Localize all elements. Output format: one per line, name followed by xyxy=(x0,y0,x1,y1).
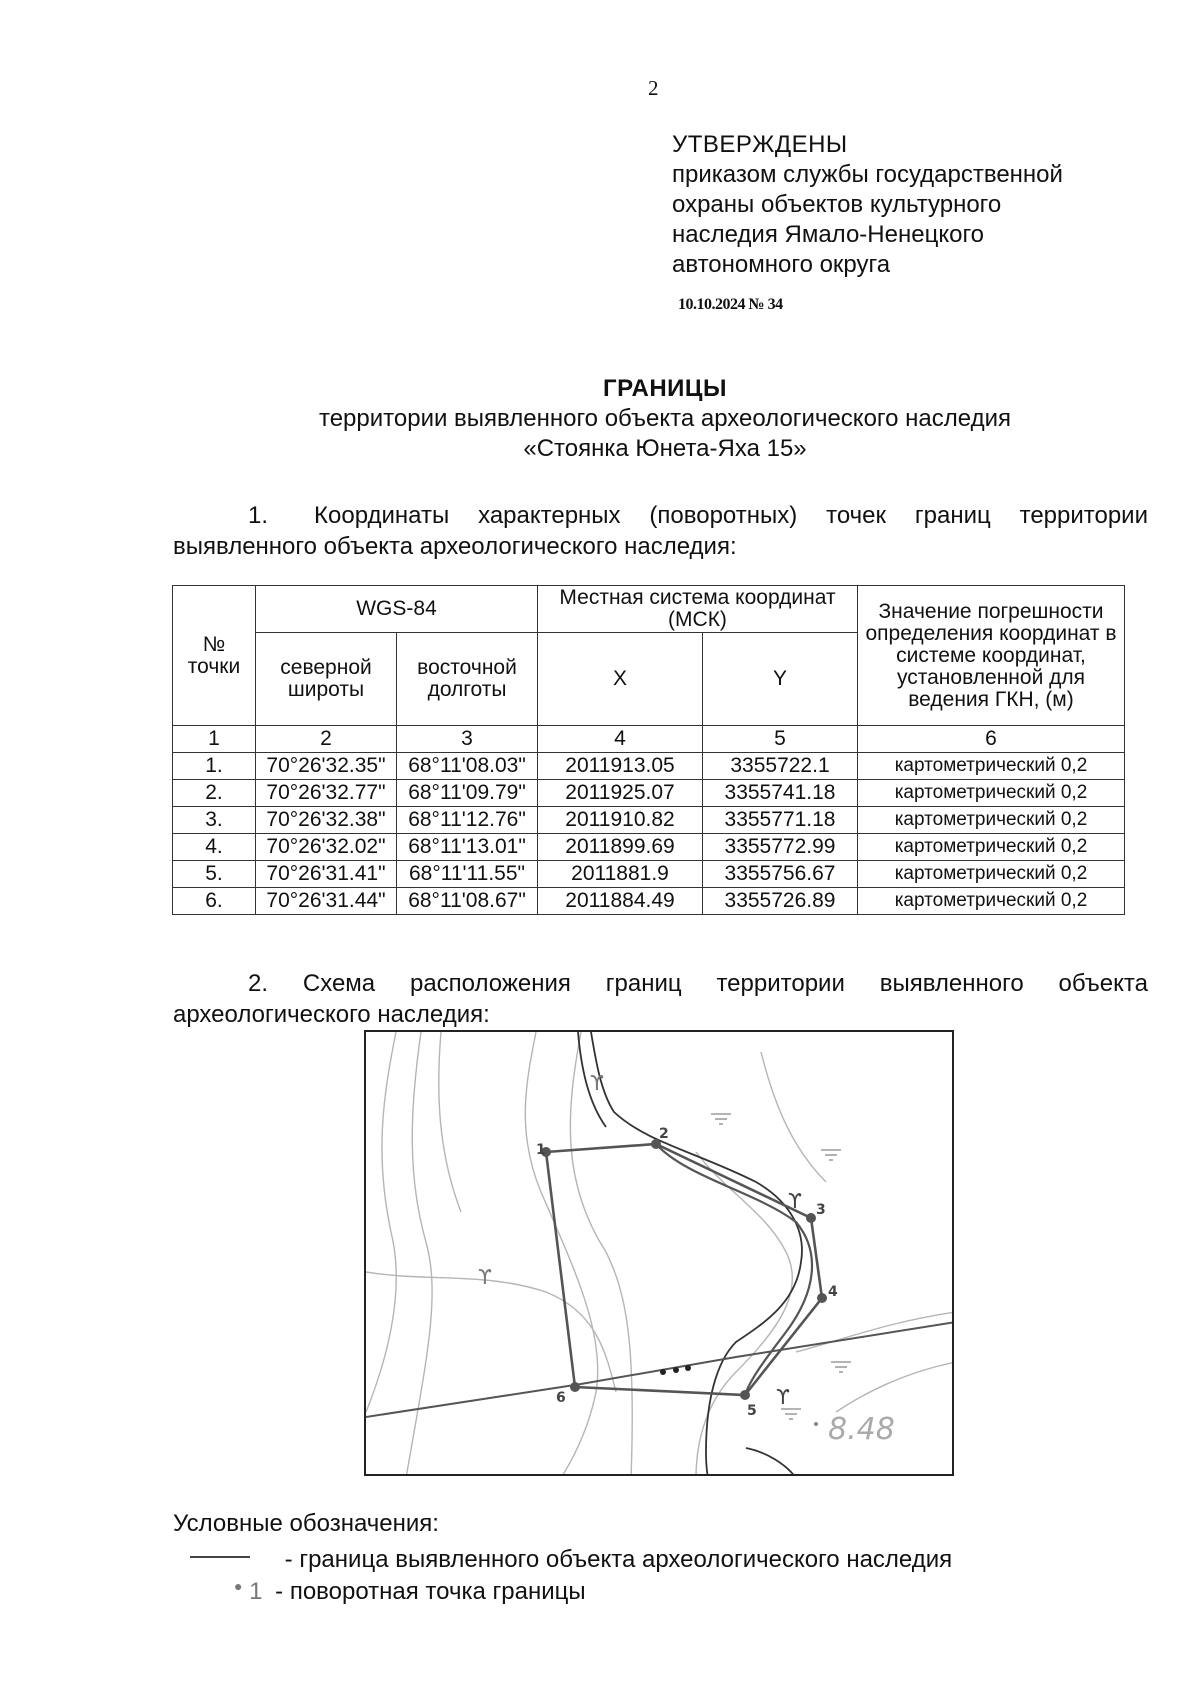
accuracy-cell: картометрический 0,2 xyxy=(858,753,1125,780)
section-2-text: Схема расположения границ территории выявленного объекта археологического наследия: xyxy=(173,970,1148,1028)
longitude-cell: 68°11'11.55" xyxy=(397,861,538,888)
point-number: 4. xyxy=(173,834,256,861)
accuracy-cell: картометрический 0,2 xyxy=(858,861,1125,888)
title-heading: ГРАНИЦЫ xyxy=(603,375,727,402)
column-number: 2 xyxy=(256,726,397,753)
table-row xyxy=(173,861,1125,888)
accuracy-cell: картометрический 0,2 xyxy=(858,780,1125,807)
contour-line xyxy=(761,1052,826,1182)
vegetation-symbol: ϒ xyxy=(590,1071,604,1095)
boundary-line-icon xyxy=(190,1551,250,1571)
approval-block xyxy=(672,130,1063,320)
header-x: X xyxy=(538,633,703,726)
header-y: Y xyxy=(703,633,858,726)
point-number: 1. xyxy=(173,753,256,780)
y-cell: 3355771.18 xyxy=(703,807,858,834)
approval-line: наследия Ямало-Ненецкого xyxy=(672,221,985,248)
marsh-symbol xyxy=(711,1114,731,1124)
road-marker xyxy=(673,1367,679,1373)
vegetation-symbol: ϒ xyxy=(788,1189,802,1213)
x-cell: 2011910.82 xyxy=(538,807,703,834)
contour-line xyxy=(696,1152,792,1476)
turning-point-6 xyxy=(570,1382,580,1392)
contour-line xyxy=(796,1312,954,1352)
road-marker xyxy=(660,1369,666,1375)
page-number: 2 xyxy=(648,76,659,100)
marsh-symbol xyxy=(821,1150,841,1160)
y-cell: 3355722.1 xyxy=(703,753,858,780)
column-number: 4 xyxy=(538,726,703,753)
accuracy-cell: картометрический 0,2 xyxy=(858,807,1125,834)
marsh-symbol xyxy=(781,1409,801,1419)
river-line xyxy=(591,1032,802,1476)
section-2-number: 2. xyxy=(248,970,269,997)
x-cell: 2011899.69 xyxy=(538,834,703,861)
table-row xyxy=(173,834,1125,861)
header-longitude: восточной долготы xyxy=(397,633,538,726)
column-numbers-row xyxy=(173,726,1125,753)
turning-points xyxy=(541,1139,827,1400)
document-title xyxy=(0,374,1200,464)
turning-point-4 xyxy=(817,1293,827,1303)
road-marker xyxy=(685,1365,691,1371)
header-msk: Местная система координат (МСК) xyxy=(538,586,858,633)
column-number: 5 xyxy=(703,726,858,753)
approval-line: приказом службы государственной xyxy=(672,161,1063,188)
title-subtitle: территории выявленного объекта археологического наследия xyxy=(318,405,1011,432)
y-cell: 3355756.67 xyxy=(703,861,858,888)
road-line xyxy=(366,1322,954,1417)
section-1-text: Координаты характерных (поворотных) точек границ территории выявленного объекта археологического наследия: xyxy=(173,502,1148,560)
x-cell: 2011881.9 xyxy=(538,861,703,888)
contour-line xyxy=(366,1272,616,1392)
river-lines xyxy=(578,1032,802,1476)
contour-line xyxy=(836,1362,954,1412)
longitude-cell: 68°11'12.76" xyxy=(397,807,538,834)
longitude-cell: 68°11'08.03" xyxy=(397,753,538,780)
marsh-symbol xyxy=(831,1362,851,1372)
contour-line xyxy=(525,1032,597,1476)
latitude-cell: 70°26'32.35" xyxy=(256,753,397,780)
header-wgs84: WGS-84 xyxy=(256,586,538,633)
marsh-symbols xyxy=(711,1114,851,1419)
turning-point-3 xyxy=(806,1213,816,1223)
legend-point-marker: 1 xyxy=(249,1578,263,1605)
point-label-6: 6 xyxy=(556,1390,566,1406)
longitude-cell: 68°11'13.01" xyxy=(397,834,538,861)
elevation-point xyxy=(814,1422,818,1426)
point-number: 6. xyxy=(173,888,256,915)
latitude-cell: 70°26'32.77" xyxy=(256,780,397,807)
longitude-cell: 68°11'09.79" xyxy=(397,780,538,807)
turning-point-5 xyxy=(740,1390,750,1400)
x-cell: 2011925.07 xyxy=(538,780,703,807)
column-number: 3 xyxy=(397,726,538,753)
latitude-cell: 70°26'32.38" xyxy=(256,807,397,834)
column-number: 1 xyxy=(173,726,256,753)
section-1-number: 1. xyxy=(248,502,269,529)
table-row xyxy=(173,807,1125,834)
accuracy-cell: картометрический 0,2 xyxy=(858,888,1125,915)
point-label-1: 1 xyxy=(536,1142,546,1158)
latitude-cell: 70°26'32.02" xyxy=(256,834,397,861)
point-label-3: 3 xyxy=(816,1202,826,1218)
approval-line: автономного округа xyxy=(672,251,891,278)
legend-point-text: - поворотная точка границы xyxy=(275,1578,586,1605)
header-accuracy: Значение погрешности определения координат в системе координат, установленной для ведения ГКН, (м) xyxy=(858,586,1125,726)
map-drawing xyxy=(366,1032,954,1476)
point-label-5: 5 xyxy=(747,1403,757,1419)
boundary-polygon xyxy=(546,1144,822,1395)
latitude-cell: 70°26'31.41" xyxy=(256,861,397,888)
contour-line xyxy=(570,1032,632,1476)
table-row xyxy=(173,888,1125,915)
header-latitude: северной широты xyxy=(256,633,397,726)
point-label-2: 2 xyxy=(659,1126,669,1142)
river-line xyxy=(746,1448,796,1476)
site-map xyxy=(364,1030,954,1476)
point-marker-icon: ● xyxy=(234,1578,243,1594)
x-cell: 2011884.49 xyxy=(538,888,703,915)
y-cell: 3355772.99 xyxy=(703,834,858,861)
latitude-cell: 70°26'31.44" xyxy=(256,888,397,915)
approval-line: охраны объектов культурного xyxy=(672,191,1002,218)
point-label-4: 4 xyxy=(828,1284,838,1300)
section-2-paragraph xyxy=(173,968,1148,1030)
point-number: 5. xyxy=(173,861,256,888)
vegetation-symbol: ϒ xyxy=(776,1385,790,1409)
y-cell: 3355726.89 xyxy=(703,888,858,915)
contour-line xyxy=(439,1032,461,1212)
legend-boundary-text: - граница выявленного объекта археологического наследия xyxy=(284,1546,953,1573)
accuracy-cell: картометрический 0,2 xyxy=(858,834,1125,861)
section-1-paragraph xyxy=(173,500,1148,562)
contour-lines xyxy=(366,1032,954,1476)
legend-point xyxy=(234,1578,586,1606)
title-object-name: «Стоянка Юнета-Яха 15» xyxy=(523,435,807,462)
elevation-label: 8.48 xyxy=(828,1412,895,1447)
approval-heading: УТВЕРЖДЕНЫ xyxy=(672,131,848,158)
table-row xyxy=(173,753,1125,780)
y-cell: 3355741.18 xyxy=(703,780,858,807)
coordinates-table xyxy=(172,585,1125,915)
table-row xyxy=(173,780,1125,807)
longitude-cell: 68°11'08.67" xyxy=(397,888,538,915)
x-cell: 2011913.05 xyxy=(538,753,703,780)
point-number: 3. xyxy=(173,807,256,834)
legend-title: Условные обозначения: xyxy=(173,1510,439,1537)
vegetation-symbol: ϒ xyxy=(478,1265,492,1289)
header-point-no: № точки xyxy=(173,586,256,726)
legend-boundary xyxy=(190,1546,952,1574)
approval-order-ref: 10.10.2024 № 34 xyxy=(678,296,783,313)
point-number: 2. xyxy=(173,780,256,807)
column-number: 6 xyxy=(858,726,1125,753)
contour-line xyxy=(366,1032,396,1412)
